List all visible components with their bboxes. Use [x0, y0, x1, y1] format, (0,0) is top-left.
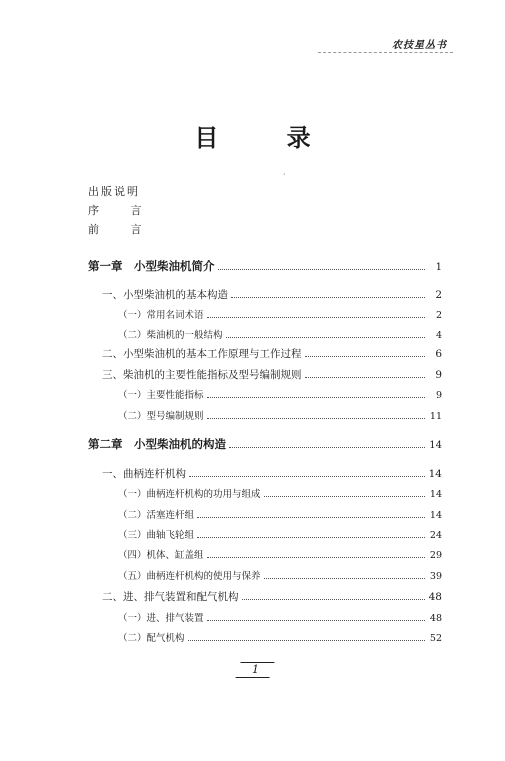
toc-entry[interactable] [118, 507, 442, 521]
toc-entry[interactable] [118, 630, 442, 644]
toc-entry-title: 一、小型柴油机的基本构造 [102, 289, 228, 301]
toc-entry[interactable] [88, 436, 442, 452]
toc-entry-title: 二、小型柴油机的基本工作原理与工作过程 [102, 348, 302, 360]
toc-entry-page: 52 [429, 633, 442, 644]
toc-entry-page: 14 [429, 440, 442, 451]
toc-entry-title: （一）常用名词术语 [118, 310, 204, 321]
toc-entry-title: （一）曲柄连杆机构的功用与组成 [118, 489, 261, 500]
dot-leader [197, 537, 425, 538]
toc-entry-title: （一）进、排气装置 [118, 613, 204, 624]
dot-leader [229, 447, 425, 448]
dot-leader [218, 269, 426, 270]
toc-entry-title: （五）曲柄连杆机构的使用与保养 [118, 571, 261, 582]
toc-entry-title: 第一章 小型柴油机简介 [88, 259, 215, 273]
toc-entry-page: 14 [428, 468, 442, 480]
dot-leader [188, 640, 425, 641]
header-rule [318, 52, 453, 53]
toc-entry-title: （二）型号编制规则 [118, 411, 204, 422]
toc-entry-page: 29 [429, 550, 442, 561]
dot-leader [264, 496, 425, 497]
toc-entry[interactable] [118, 527, 442, 541]
toc-entry-title: （二）活塞连杆组 [118, 510, 195, 521]
toc-entry-page: 9 [435, 369, 442, 381]
toc-entry[interactable] [118, 568, 442, 582]
toc-entry-title: （二）柴油机的一般结构 [118, 330, 223, 341]
front-matter-item[interactable]: 序 言 [88, 204, 156, 217]
toc-entry-page: 1 [435, 262, 442, 273]
toc-entry-title: （一）主要性能指标 [118, 390, 204, 401]
toc-entry-page: 14 [429, 489, 442, 500]
toc-entry-page: 11 [429, 411, 442, 422]
toc-entry-title: （二）配气机构 [118, 633, 185, 644]
decorative-dot: · [283, 170, 286, 179]
dot-leader [226, 337, 425, 338]
toc-entry-page: 2 [435, 310, 442, 321]
dot-leader [242, 599, 426, 600]
toc-entry[interactable] [118, 408, 442, 422]
dot-leader [207, 397, 425, 398]
toc-entry-page: 6 [435, 348, 442, 360]
toc-entry-page: 39 [429, 571, 442, 582]
dot-leader [207, 557, 425, 558]
toc-entry-page: 14 [429, 510, 442, 521]
toc-entry[interactable] [102, 346, 442, 361]
page-number: 1 [235, 662, 274, 678]
toc-entry[interactable] [118, 307, 442, 321]
dot-leader [305, 377, 426, 378]
toc-entry-page: 2 [435, 289, 442, 301]
toc-entry[interactable] [102, 287, 442, 302]
front-matter-item[interactable]: 前 言 [88, 223, 156, 236]
front-matter [88, 182, 156, 239]
toc-entry[interactable] [118, 610, 442, 624]
front-matter-item[interactable]: 出版说明 [88, 185, 140, 198]
dot-leader [305, 356, 426, 357]
dot-leader [207, 620, 425, 621]
toc-entry-title: （四）机体、缸盖组 [118, 550, 204, 561]
dot-leader [207, 317, 425, 318]
series-name: 农技星丛书 [392, 40, 447, 51]
toc-entry[interactable] [102, 367, 442, 382]
toc-entry-title: 三、柴油机的主要性能指标及型号编制规则 [102, 369, 302, 381]
toc-entry-page: 24 [429, 530, 442, 541]
toc-entry[interactable] [118, 547, 442, 561]
toc-entry-page: 9 [435, 390, 442, 401]
toc-entry[interactable] [102, 589, 442, 604]
page-title: 目 录 [194, 123, 341, 152]
toc-entry[interactable] [118, 327, 442, 341]
toc-entry[interactable] [102, 466, 442, 481]
dot-leader [207, 418, 425, 419]
toc-entry[interactable] [88, 258, 442, 274]
toc-entry-title: 二、进、排气装置和配气机构 [102, 591, 239, 603]
toc-entry-page: 48 [428, 591, 442, 603]
toc-entry-page: 48 [429, 613, 442, 624]
toc-entry-title: （三）曲轴飞轮组 [118, 530, 195, 541]
toc-entry-title: 第二章 小型柴油机的构造 [88, 437, 226, 451]
toc-entry-page: 4 [435, 330, 442, 341]
toc-entry[interactable] [118, 486, 442, 500]
dot-leader [189, 476, 425, 477]
dot-leader [231, 297, 425, 298]
toc-entry-title: 一、曲柄连杆机构 [102, 468, 186, 480]
dot-leader [197, 517, 425, 518]
toc-entry[interactable] [118, 387, 442, 401]
dot-leader [264, 578, 425, 579]
